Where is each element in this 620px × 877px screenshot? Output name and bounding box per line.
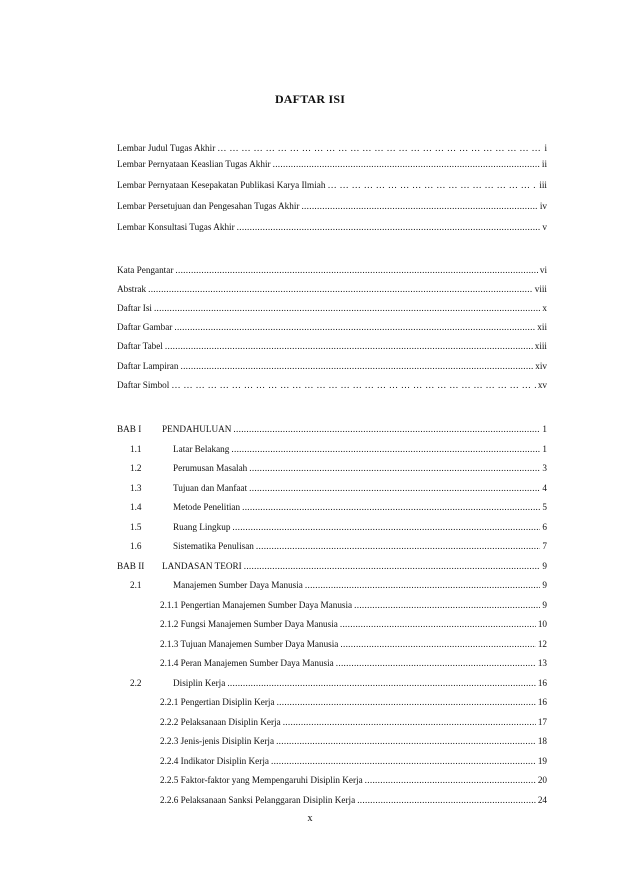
toc-entry-number: 1.5 <box>130 522 142 532</box>
toc-entry-text: 2.1.2 Fungsi Manajemen Sumber Daya Manusia <box>160 619 338 629</box>
toc-entry-label <box>117 158 271 170</box>
page-title: DAFTAR ISI <box>274 92 346 106</box>
dot-leader <box>233 423 540 435</box>
toc-entry <box>160 772 547 786</box>
toc-entry-number: 1.3 <box>130 483 142 493</box>
toc-entry <box>117 219 547 233</box>
toc-entry-page: 9 <box>542 580 547 590</box>
toc-entry-label <box>117 264 173 276</box>
toc-entry-label <box>117 200 299 212</box>
toc-entry-text: Disiplin Kerja <box>173 678 226 688</box>
toc-entry-text: Perumusan Masalah <box>173 463 248 473</box>
toc-entry-text: Daftar Lampiran <box>117 361 179 371</box>
toc-entry-page: xiv <box>535 361 547 371</box>
toc-entry-number: 2.1 <box>130 580 142 590</box>
toc-entry-number: BAB I <box>117 424 142 434</box>
toc-entry-label <box>117 179 325 191</box>
toc-entry-label <box>117 340 163 352</box>
toc-entry <box>117 377 547 391</box>
toc-entry-label <box>117 521 230 533</box>
toc-entry <box>117 460 547 474</box>
toc-entry-text: Lembar Pernyataan Keaslian Tugas Akhir <box>117 159 271 169</box>
toc-entry <box>117 358 547 372</box>
toc-entry-label <box>160 599 352 611</box>
toc-entry-page: x <box>542 303 547 313</box>
toc-entry-text: Lembar Pernyataan Kesepakatan Publikasi Karya Ilmiah <box>117 180 326 190</box>
toc-entry-label <box>117 360 178 372</box>
dot-leader <box>165 340 533 352</box>
toc-entry <box>160 597 547 611</box>
toc-entry-label <box>117 142 215 154</box>
toc-entry-number: 1.4 <box>130 502 142 512</box>
dot-leader <box>340 638 535 650</box>
dot-leader <box>276 735 536 747</box>
page-number: x <box>307 813 313 824</box>
toc-entry-text: 2.2.4 Indikator Disiplin Kerja <box>160 756 269 766</box>
toc-entry <box>117 499 547 513</box>
toc-entry <box>160 714 547 728</box>
dot-leader <box>242 501 540 513</box>
toc-entry-text: Tujuan dan Manfaat <box>173 483 248 493</box>
toc-entry-label <box>117 540 254 552</box>
toc-entry-label <box>117 423 231 435</box>
toc-entry-page: 19 <box>537 756 547 766</box>
toc-entry-text: 2.1.4 Peran Manajemen Sumber Daya Manusia <box>160 658 334 668</box>
toc-entry-text: Daftar Gambar <box>117 322 173 332</box>
toc-entry-text: Kata Pengantar <box>117 265 174 275</box>
toc-entry-text: Lembar Judul Tugas Akhir <box>117 143 216 153</box>
toc-entry-label <box>160 618 338 630</box>
toc-entry-text: Ruang Lingkup <box>173 522 231 532</box>
toc-entry-page: iv <box>539 201 547 211</box>
toc-entry-page: xv <box>537 380 547 390</box>
dot-leader <box>301 200 537 212</box>
toc-entry-text: 2.2.2 Pelaksanaan Disiplin Kerja <box>160 717 281 727</box>
toc-entry-page: 16 <box>537 678 547 688</box>
toc-entry <box>160 792 547 806</box>
dot-leader <box>273 158 540 170</box>
dot-leader <box>256 540 541 552</box>
toc-entry-text: Abstrak <box>117 284 147 294</box>
toc-entry-label <box>117 321 172 333</box>
toc-entry <box>160 636 547 650</box>
toc-entry-number: 2.2 <box>130 678 142 688</box>
toc-entry-page: 16 <box>537 697 547 707</box>
toc-entry <box>117 319 547 333</box>
toc-entry <box>160 655 547 669</box>
toc-entry-text: LANDASAN TEORI <box>162 561 242 571</box>
toc-entry <box>160 616 547 630</box>
toc-entry-label <box>117 283 146 295</box>
toc-entry <box>117 177 547 191</box>
dot-leader <box>305 579 541 591</box>
toc-entry <box>117 480 547 494</box>
dot-leader <box>227 677 536 689</box>
toc-entry <box>160 733 547 747</box>
toc-entry-page: 17 <box>537 717 547 727</box>
dot-leader <box>283 716 536 728</box>
dot-leader <box>231 443 540 455</box>
toc-entry-label <box>160 735 274 747</box>
toc-entry <box>117 198 547 212</box>
toc-entry-page: i <box>544 143 547 153</box>
toc-entry-label <box>117 221 235 233</box>
dot-leader <box>148 283 533 295</box>
toc-entry <box>160 694 547 708</box>
dot-leader <box>217 142 542 154</box>
toc-entry <box>117 281 547 295</box>
toc-entry-page: 1 <box>542 424 547 434</box>
dot-leader <box>249 462 540 474</box>
toc-entry-page: 24 <box>537 795 547 805</box>
toc-entry <box>117 441 547 455</box>
toc-entry-label <box>160 774 363 786</box>
toc-entry-page: v <box>542 222 547 232</box>
toc-entry-label <box>160 716 281 728</box>
dot-leader <box>154 302 540 314</box>
toc-entry-text: 2.2.1 Pengertian Disiplin Kerja <box>160 697 275 707</box>
toc-entry-page: 3 <box>542 463 547 473</box>
toc-entry-label <box>160 657 334 669</box>
toc-entry-label <box>117 379 169 391</box>
toc-entry-page: 12 <box>537 639 547 649</box>
toc-entry <box>117 300 547 314</box>
toc-entry <box>117 675 547 689</box>
toc-entry-text: Metode Penelitian <box>173 502 241 512</box>
toc-entry-label <box>117 302 152 314</box>
toc-entry-page: xii <box>537 322 547 332</box>
toc-entry-page: 18 <box>537 736 547 746</box>
toc-entry-page: 20 <box>537 775 547 785</box>
toc-entry-page: 1 <box>542 444 547 454</box>
toc-entry-page: 9 <box>542 561 547 571</box>
toc-entry-text: Lembar Persetujuan dan Pengesahan Tugas Akhir <box>117 201 300 211</box>
dot-leader <box>180 360 533 372</box>
dot-leader <box>175 264 537 276</box>
toc-entry <box>117 140 547 154</box>
dot-leader <box>340 618 536 630</box>
toc-entry-page: 4 <box>542 483 547 493</box>
dot-leader <box>171 379 536 391</box>
toc-entry-page: 13 <box>537 658 547 668</box>
toc-entry-text: 2.2.6 Pelaksanaan Sanksi Pelanggaran Disiplin Kerja <box>160 795 356 805</box>
toc-entry-text: 2.2.5 Faktor-faktor yang Mempengaruhi Disiplin Kerja <box>160 775 363 785</box>
toc-entry-text: Daftar Isi <box>117 303 152 313</box>
toc-entry <box>117 558 547 572</box>
toc-entry <box>117 262 547 276</box>
toc-entry-text: 2.2.3 Jenis-jenis Disiplin Kerja <box>160 736 275 746</box>
toc-entry-label <box>117 501 240 513</box>
toc-entry-text: 2.1.3 Tujuan Manajemen Sumber Daya Manusia <box>160 639 339 649</box>
toc-entry-page: viii <box>534 284 547 294</box>
toc-entry-label <box>117 677 225 689</box>
toc-entry-label <box>160 638 338 650</box>
dot-leader <box>277 696 536 708</box>
toc-entry-text: 2.1.1 Pengertian Manajemen Sumber Daya Manusia <box>160 600 353 610</box>
dot-leader <box>357 794 536 806</box>
dot-leader <box>327 179 537 191</box>
toc-entry-text: Latar Belakang <box>173 444 230 454</box>
toc-entry <box>117 519 547 533</box>
toc-entry <box>117 338 547 352</box>
toc-entry-text: Sistematika Penulisan <box>173 541 254 551</box>
toc-entry-number: 1.6 <box>130 541 142 551</box>
toc-entry-label <box>117 482 247 494</box>
toc-entry-page: 6 <box>542 522 547 532</box>
toc-entry <box>160 753 547 767</box>
toc-entry-label <box>117 560 242 572</box>
toc-entry-page: 9 <box>542 600 547 610</box>
toc-entry-number: 1.1 <box>130 444 142 454</box>
toc-entry-label <box>117 443 229 455</box>
toc-entry-label <box>160 794 355 806</box>
toc-entry-text: Daftar Tabel <box>117 341 163 351</box>
toc-entry-page: iii <box>539 180 547 190</box>
dot-leader <box>237 221 541 233</box>
toc-entry <box>117 421 547 435</box>
dot-leader <box>232 521 540 533</box>
toc-entry-text: Manajemen Sumber Daya Manusia <box>173 580 303 590</box>
toc-entry-text: Lembar Konsultasi Tugas Akhir <box>117 222 235 232</box>
dot-leader <box>249 482 540 494</box>
toc-entry-label <box>160 696 275 708</box>
toc-entry-page: vi <box>539 265 547 275</box>
toc-entry-text: Daftar Simbol <box>117 380 170 390</box>
toc-entry-label <box>160 755 269 767</box>
toc-entry-page: 10 <box>537 619 547 629</box>
toc-entry <box>117 156 547 170</box>
dot-leader <box>336 657 536 669</box>
toc-entry <box>117 577 547 591</box>
toc-entry-number: 1.2 <box>130 463 142 473</box>
dot-leader <box>354 599 540 611</box>
dot-leader <box>365 774 536 786</box>
toc-entry-number: BAB II <box>117 561 145 571</box>
dot-leader <box>271 755 536 767</box>
dot-leader <box>244 560 541 572</box>
toc-entry-label <box>117 462 247 474</box>
toc-entry-page: ii <box>541 159 547 169</box>
toc-entry-page: 5 <box>542 502 547 512</box>
toc-entry-page: 7 <box>542 541 547 551</box>
dot-leader <box>174 321 535 333</box>
toc-entry-page: xiii <box>534 341 547 351</box>
toc-entry-label <box>117 579 303 591</box>
toc-entry-text: PENDAHULUAN <box>162 424 232 434</box>
toc-entry <box>117 538 547 552</box>
